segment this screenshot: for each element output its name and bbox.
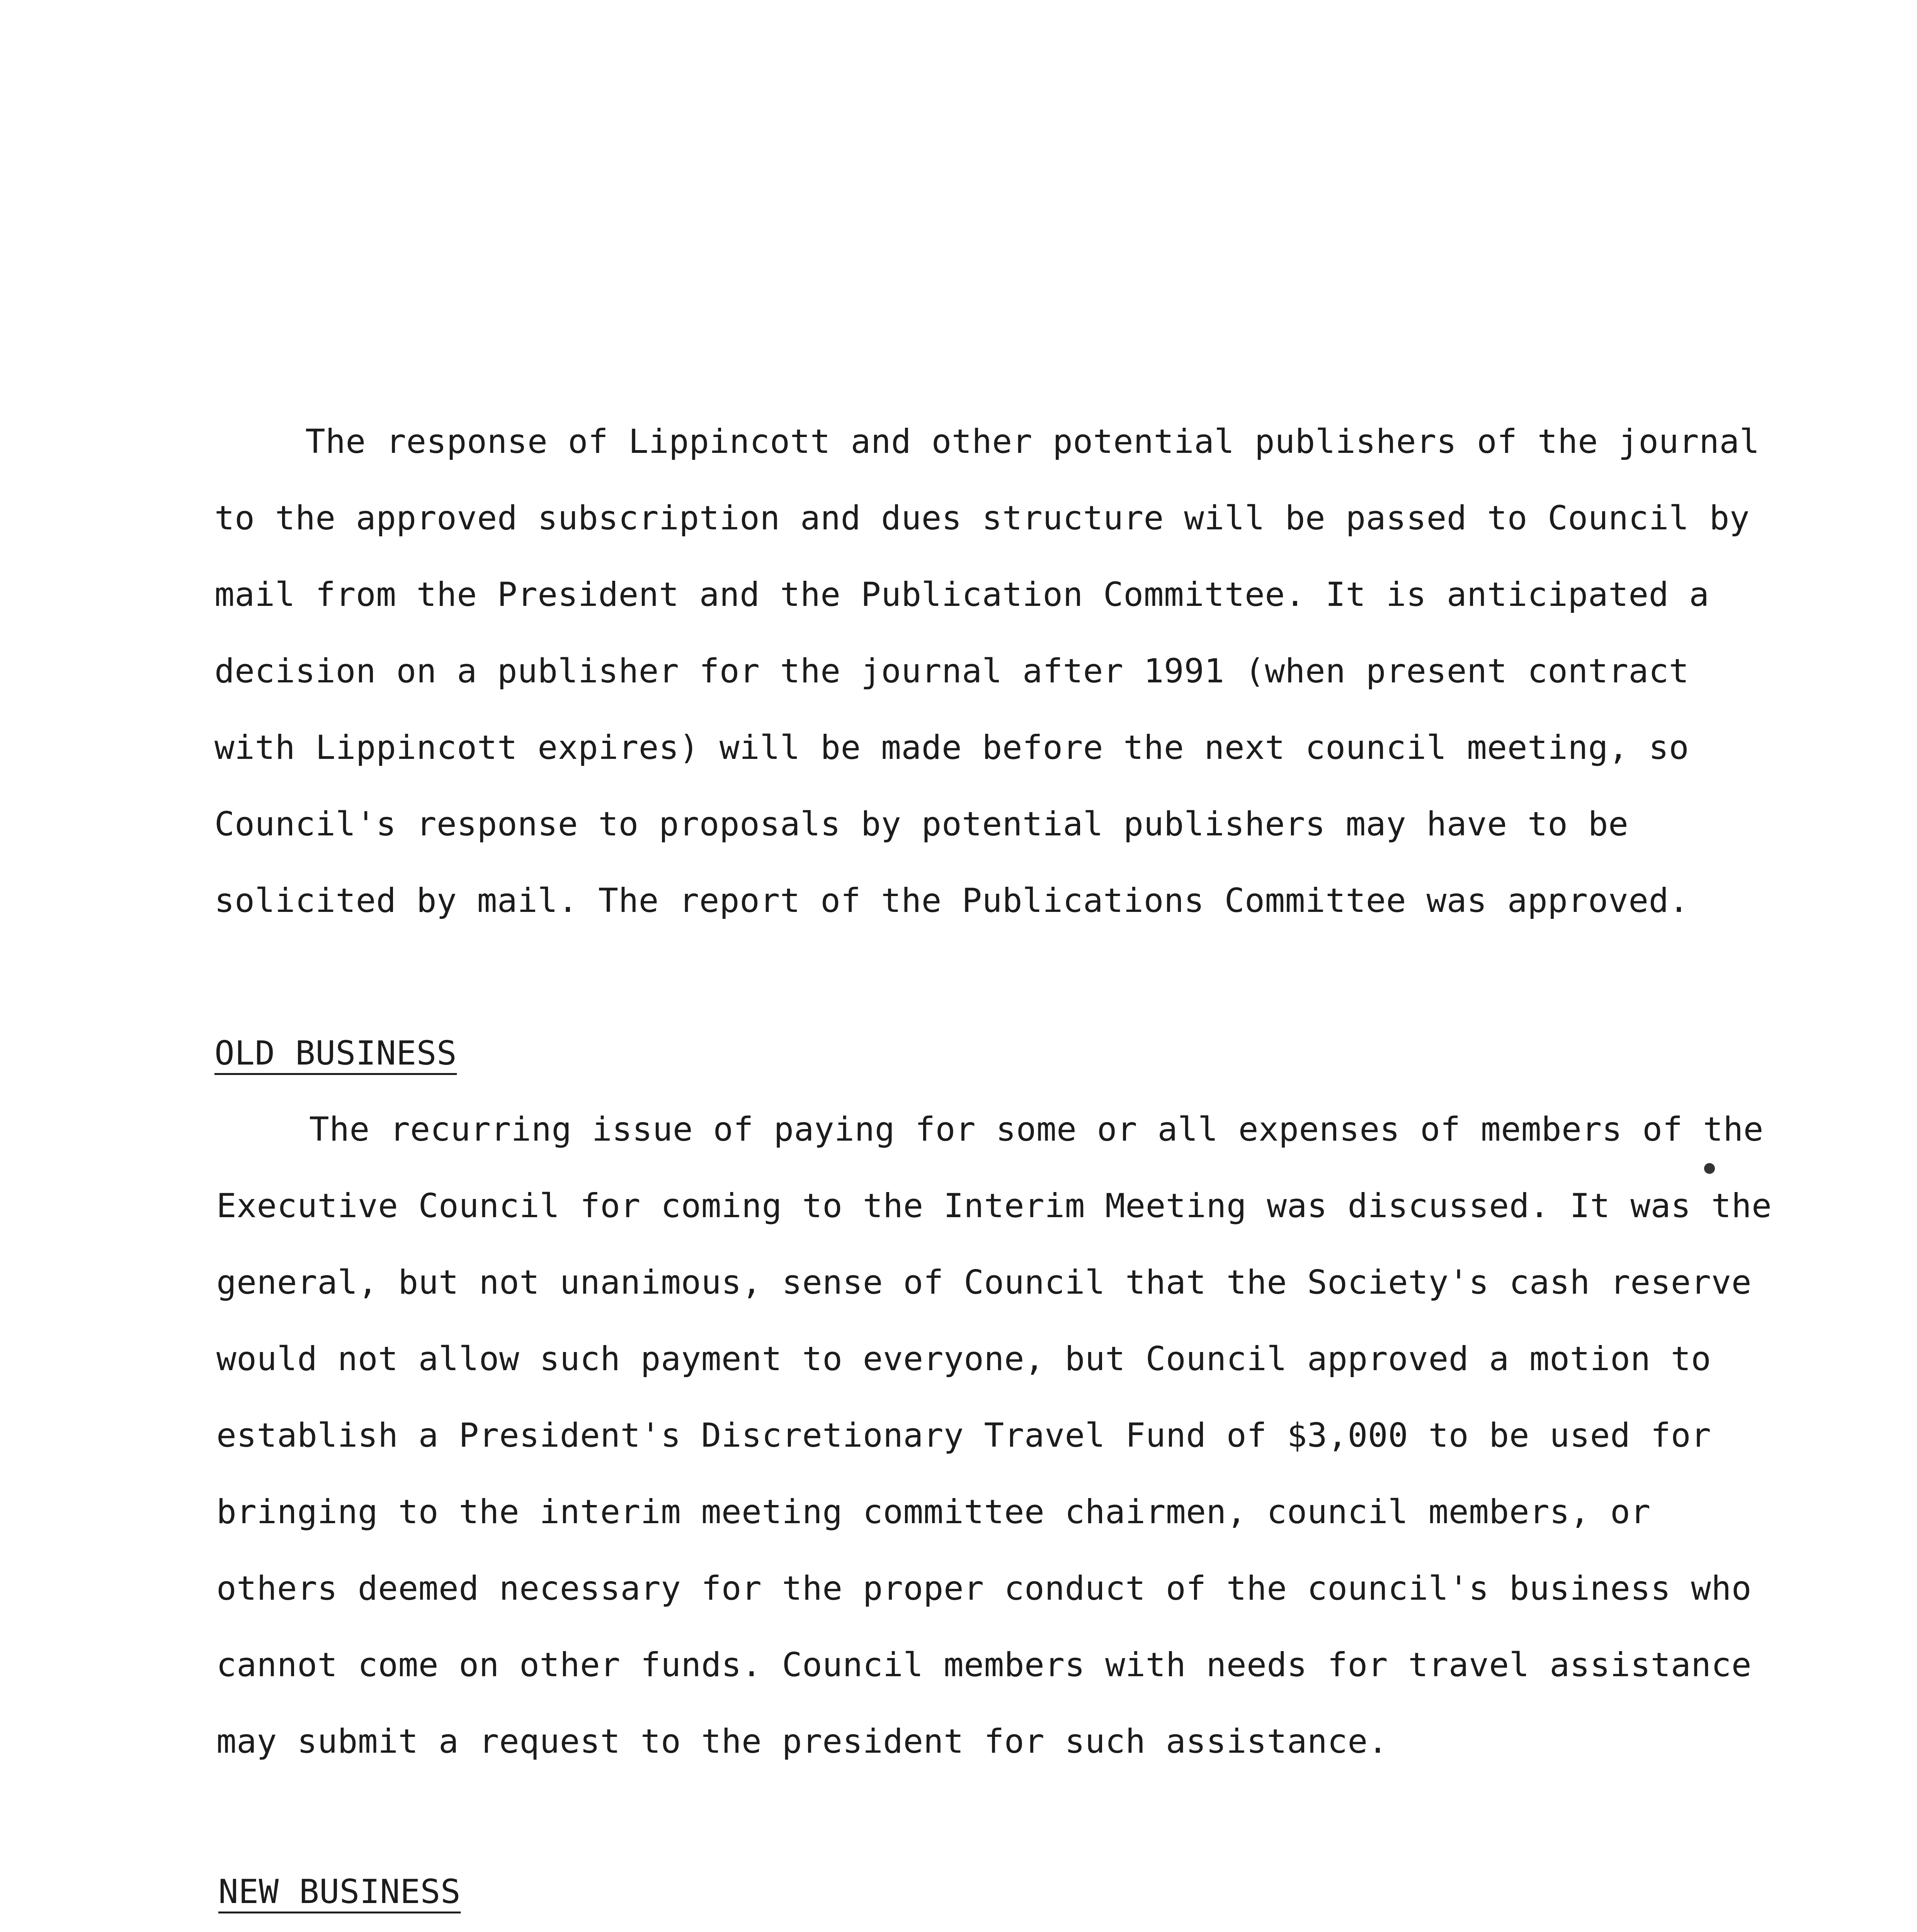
text-line: solicited by mail. The report of the Publications Committee was approved. bbox=[214, 881, 1689, 920]
text-line: Council's response to proposals by potential publishers may have to be bbox=[214, 805, 1629, 844]
text-line: others deemed necessary for the proper conduct of the council's business who bbox=[216, 1569, 1752, 1608]
text-line: Executive Council for coming to the Interim Meeting was discussed. It was the bbox=[216, 1187, 1772, 1225]
text-line: establish a President's Discretionary Travel Fund of $3,000 to be used for bbox=[216, 1416, 1711, 1455]
text-line: mail from the President and the Publication Committee. It is anticipated a bbox=[214, 575, 1709, 614]
text-line: bringing to the interim meeting committee chairmen, council members, or bbox=[216, 1493, 1651, 1531]
text-line: may submit a request to the president for such assistance. bbox=[216, 1722, 1388, 1761]
text-line: The recurring issue of paying for some or all expenses of members of the bbox=[309, 1110, 1764, 1149]
text-line: to the approved subscription and dues structure will be passed to Council by bbox=[214, 499, 1750, 537]
new-business-heading: NEW BUSINESS bbox=[218, 1872, 461, 1911]
text-line: cannot come on other funds. Council members with needs for travel assistance bbox=[216, 1646, 1752, 1684]
text-line: The response of Lippincott and other potential publishers of the journal bbox=[305, 422, 1760, 461]
text-line: with Lippincott expires) will be made before the next council meeting, so bbox=[214, 728, 1689, 767]
old-business-heading: OLD BUSINESS bbox=[214, 1034, 457, 1073]
text-line: decision on a publisher for the journal after 1991 (when present contract bbox=[214, 652, 1689, 690]
margin-dot-mark bbox=[1704, 1163, 1715, 1174]
text-line: general, but not unanimous, sense of Council that the Society's cash reserve bbox=[216, 1263, 1752, 1302]
text-line: would not allow such payment to everyone, but Council approved a motion to bbox=[216, 1340, 1711, 1378]
